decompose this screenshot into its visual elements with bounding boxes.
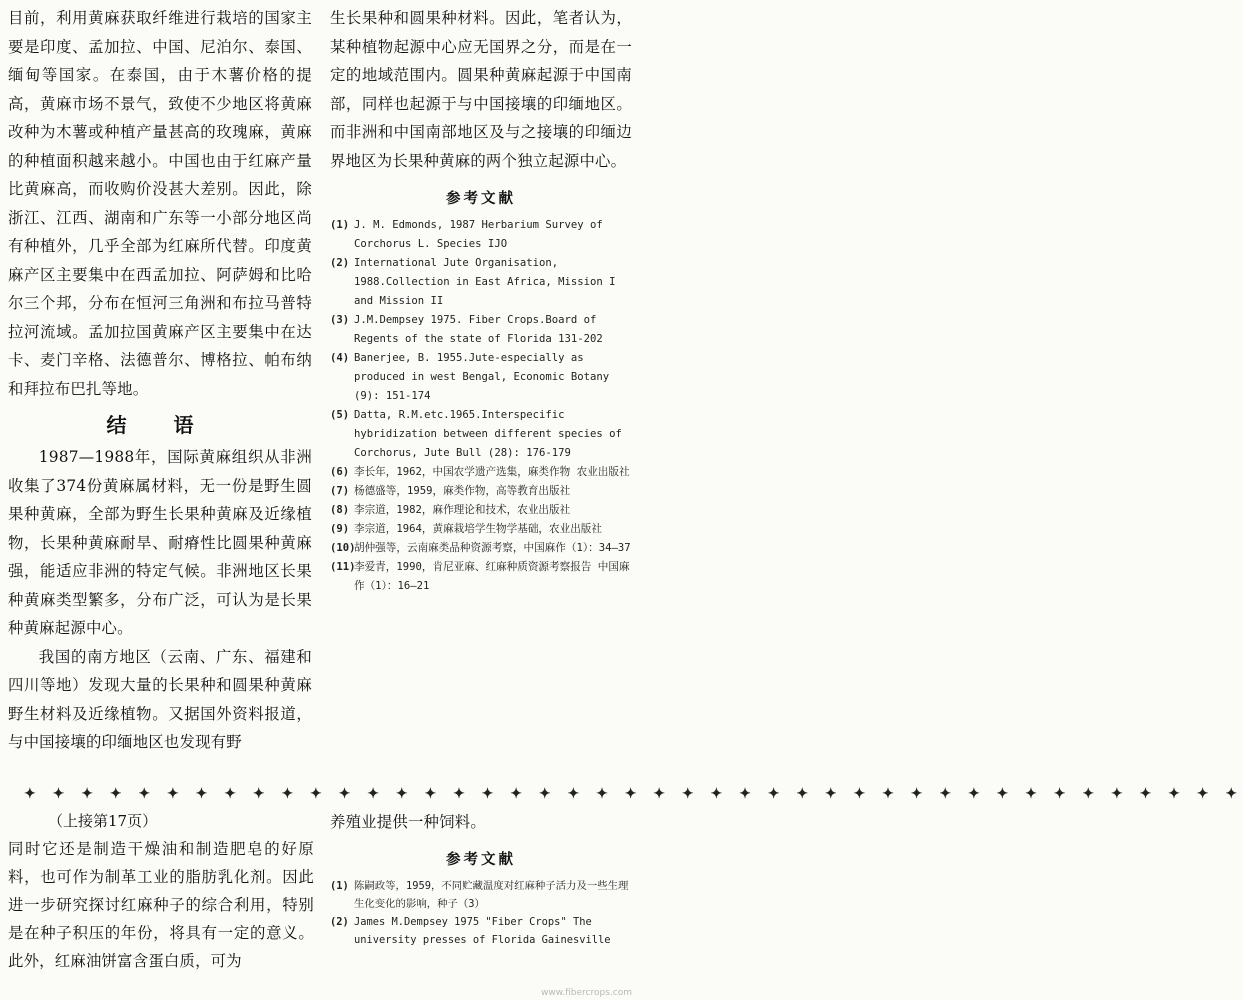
- right-column: [330, 4, 632, 596]
- references-list: [330, 216, 632, 596]
- references-title: 参考文献: [446, 190, 516, 207]
- reference-item: (6) 李长年，1962，中国农学遗产选集，麻类作物 农业出版社: [330, 466, 630, 478]
- reference-item: (8) 李宗道，1982，麻作理论和技术，农业出版社: [330, 504, 571, 516]
- section-heading-conclusion: 结 语: [106, 413, 214, 437]
- reference-item: (11) 李爱青，1990，肯尼亚麻、红麻种质资源考察报告 中国麻作（1）：16—21: [330, 561, 630, 592]
- reference-item: (3) J.M.Dempsey 1975. Fiber Crops.Board of Regents of the state of Florida 131-202: [330, 314, 603, 345]
- conclusion-paragraph-2: 我国的南方地区（云南、广东、福建和四川等地）发现大量的长果种和圆果种黄麻野生材料及近缘植物。又据国外资料报道，与中国接壤的印缅地区也发现有野: [8, 647, 312, 751]
- left-column: [8, 4, 312, 757]
- reference-item: (2) International Jute Organisation, 1988.Collection in East Africa, Mission I and Mission II: [330, 257, 616, 307]
- section-divider: ✦ ✦ ✦ ✦ ✦ ✦ ✦ ✦ ✦ ✦ ✦ ✦ ✦ ✦ ✦ ✦ ✦ ✦ ✦ ✦ ✦ ✦ ✦ ✦ ✦ ✦ ✦ ✦ ✦ ✦ ✦ ✦ ✦ ✦ ✦ ✦ ✦ ✦ ✦ ✦ ✦ ✦ ✦: [24, 786, 1243, 802]
- bottom-left-column: [8, 808, 314, 975]
- reference-item: (2) James M.Dempsey 1975 "Fiber Crops" The university presses of Florida Gainesville: [330, 916, 611, 946]
- bottom-paragraph: 同时它还是制造干燥油和制造肥皂的好原料，也可作为制革工业的脂肪乳化剂。因此进一步研究探讨红麻种子的综合利用，特别是在种子积压的年份，将具有一定的意义。此外，红麻油饼富含蛋白质，可为: [8, 840, 314, 970]
- reference-item: (4) Banerjee, B. 1955.Jute-especially as produced in west Bengal, Economic Botany (9): 151-174: [330, 352, 610, 402]
- body-paragraph: 目前，利用黄麻获取纤维进行栽培的国家主要是印度、孟加拉、中国、尼泊尔、泰国、缅甸等国家。在泰国，由于木薯价格的提高，黄麻市场不景气，致使不少地区将黄麻改种为木薯或种植产量甚高的玫瑰麻，黄麻的种植面积越来越小。中国也由于红麻产量比黄麻高，而收购价没甚大差别。因此，除浙江、江西、湖南和广东等一小部分地区尚有种植外，几乎全部为红麻所代替。印度黄麻产区主要集中在西孟加拉、阿萨姆和比哈尔三个邦，分布在恒河三角洲和布拉马普特拉河流域。孟加拉国黄麻产区主要集中在达卡、麦门辛格、法德普尔、博格拉、帕布纳和拜拉布巴扎等地。: [8, 9, 312, 398]
- bottom-paragraph-continued: 养殖业提供一种饲料。: [330, 813, 486, 831]
- watermark: www.fibercrops.com: [541, 988, 632, 998]
- reference-item: (10) 胡仲强等，云南麻类品种资源考察，中国麻作（1）：34—37: [330, 542, 631, 554]
- continued-note: （上接第17页）: [48, 812, 158, 830]
- reference-item: (5) Datta, R.M.etc.1965.Interspecific hybridization between different species of Corchorus, Jute Bull (28): 176-179: [330, 409, 622, 459]
- reference-item: (7) 杨德盛等，1959，麻类作物，高等教育出版社: [330, 485, 571, 497]
- bottom-right-column: [330, 808, 632, 949]
- references-title-bottom: 参考文献: [446, 851, 516, 868]
- references-list-bottom: [330, 877, 632, 949]
- conclusion-paragraph-1: 1987—1988年，国际黄麻组织从非洲收集了374份黄麻属材料，无一份是野生圆果种黄麻，全部为野生长果种黄麻及近缘植物，长果种黄麻耐旱、耐瘠性比圆果种黄麻强，能适应非洲的特定气候。非洲地区长果种黄麻类型繁多，分布广泛，可认为是长果种黄麻起源中心。: [8, 448, 312, 637]
- reference-item: (1) 陈嗣政等，1959，不同贮藏温度对红麻种子活力及一些生理生化变化的影响，种子（3）: [330, 880, 629, 910]
- reference-item: (1) J. M. Edmonds, 1987 Herbarium Survey of Corchorus L. Species IJO: [330, 219, 603, 250]
- body-paragraph-continued: 生长果种和圆果种材料。因此，笔者认为，某种植物起源中心应无国界之分，而是在一定的地域范围内。圆果种黄麻起源于中国南部，同样也起源于与中国接壤的印缅地区。而非洲和中国南部地区及与之接壤的印缅边界地区为长果种黄麻的两个独立起源中心。: [330, 9, 632, 170]
- reference-item: (9) 李宗道，1964，黄麻栽培学生物学基础，农业出版社: [330, 523, 602, 535]
